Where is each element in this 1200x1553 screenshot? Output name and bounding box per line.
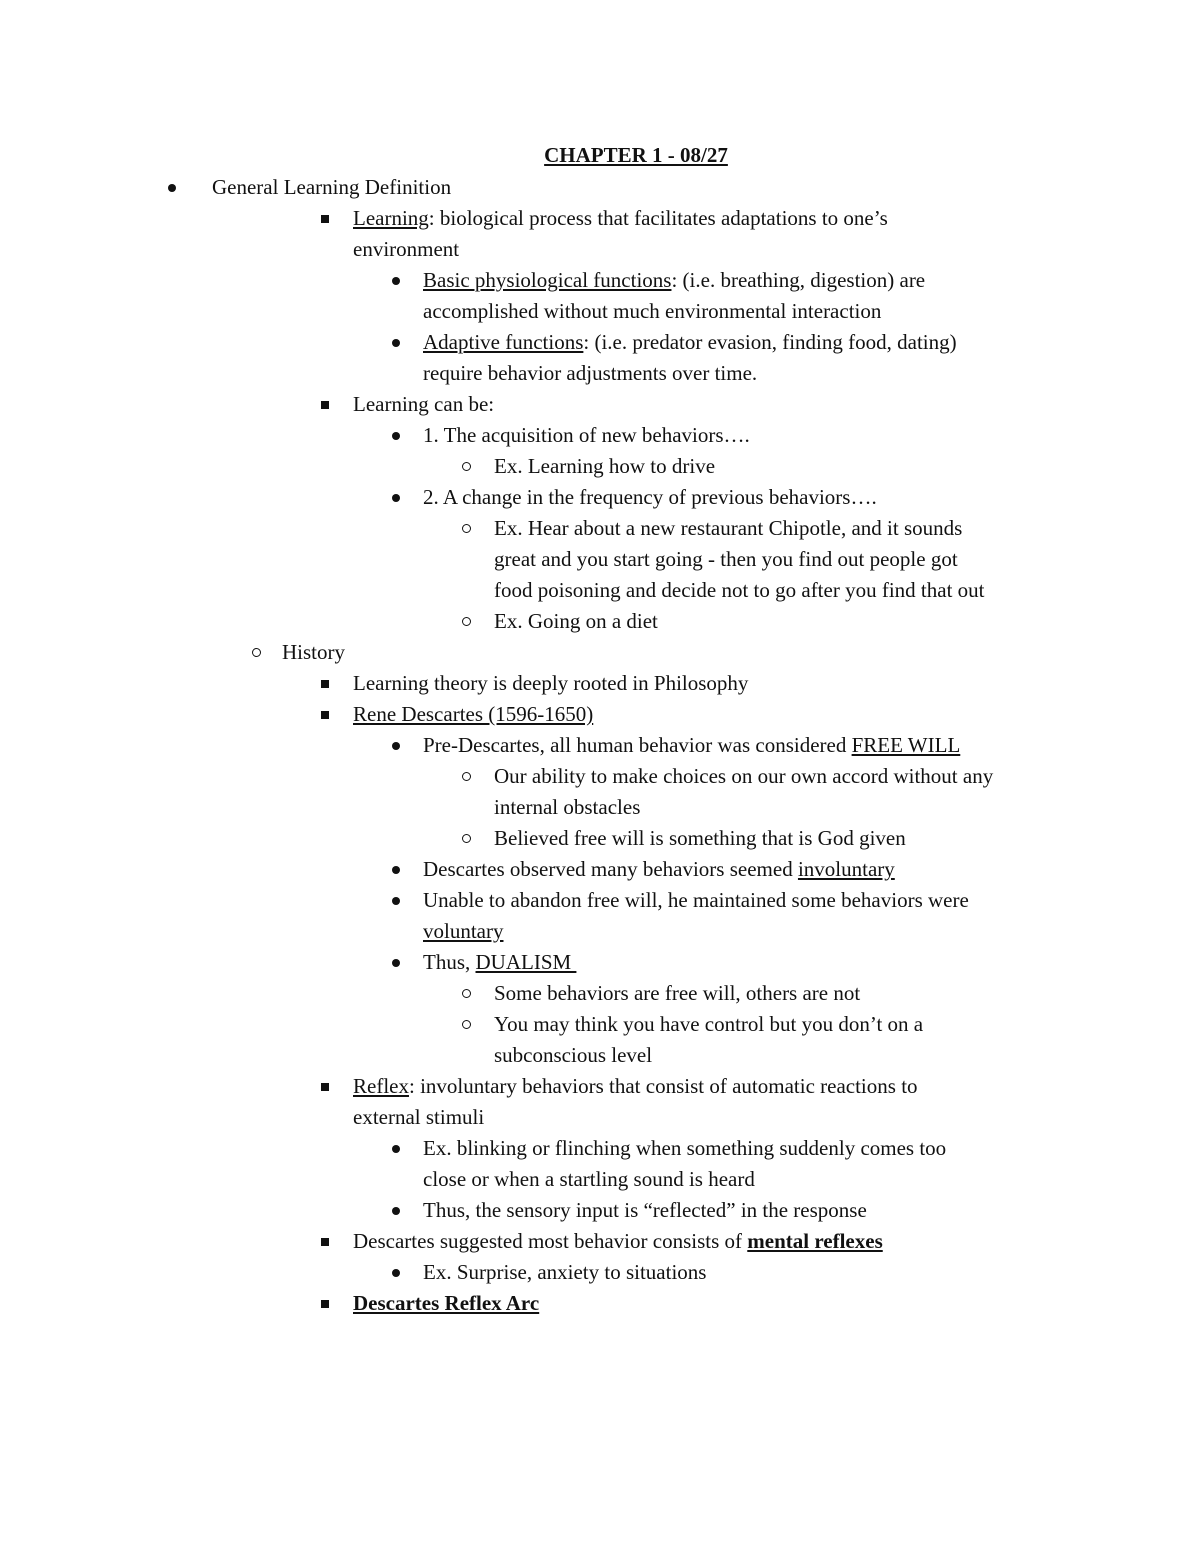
bullet-disc-icon [386,265,406,296]
bullet-disc-icon [386,1195,406,1226]
list-item: You may think you have control but you don’t on a [494,1012,924,1036]
list-item-continuation: food poisoning and decide not to go after you find that out [494,578,985,602]
bullet-circle-icon [456,451,476,482]
bullet-square-icon [315,699,335,730]
list-item-continuation: accomplished without much environmental interaction [423,299,882,323]
list-item: Basic physiological functions: (i.e. breathing, digestion) are [423,268,926,292]
list-item-continuation: voluntary [423,919,504,943]
page-title: CHAPTER 1 - 08/27 [544,143,728,167]
list-item: Descartes Reflex Arc [353,1291,540,1315]
list-item: General Learning Definition [212,175,452,199]
list-item: Descartes observed many behaviors seemed involuntary [423,857,895,881]
list-item-continuation: internal obstacles [494,795,641,819]
list-item: Ex. Going on a diet [494,609,658,633]
bullet-circle-icon [246,637,266,668]
bullet-square-icon [315,1226,335,1257]
bullet-disc-icon [386,1257,406,1288]
list-item: Ex. Surprise, anxiety to situations [423,1260,707,1284]
list-item: 1. The acquisition of new behaviors…. [423,423,750,447]
bullet-square-icon [315,1071,335,1102]
list-item-continuation: environment [353,237,460,261]
bullet-circle-icon [456,513,476,544]
bullet-square-icon [315,668,335,699]
list-item: Learning theory is deeply rooted in Philosophy [353,671,749,695]
list-item-continuation: subconscious level [494,1043,653,1067]
list-item: Pre-Descartes, all human behavior was considered FREE WILL [423,733,961,757]
list-item: Ex. blinking or flinching when something suddenly comes too [423,1136,947,1160]
bullet-circle-icon [456,978,476,1009]
list-item: Our ability to make choices on our own accord without any [494,764,994,788]
list-item: Adaptive functions: (i.e. predator evasion, finding food, dating) [423,330,957,354]
list-item: History [282,640,345,664]
list-item: Ex. Hear about a new restaurant Chipotle, and it sounds [494,516,963,540]
bullet-disc-icon [386,730,406,761]
list-item: Thus, DUALISM [423,950,577,974]
bullet-circle-icon [456,761,476,792]
bullet-disc-icon [386,1133,406,1164]
bullet-circle-icon [456,1009,476,1040]
list-item: Learning: biological process that facilitates adaptations to one’s [353,206,888,230]
list-item-continuation: require behavior adjustments over time. [423,361,758,385]
list-item-continuation: external stimuli [353,1105,485,1129]
list-item: Ex. Learning how to drive [494,454,716,478]
bullet-disc-icon [386,327,406,358]
list-item: Believed free will is something that is God given [494,826,906,850]
list-item: Unable to abandon free will, he maintained some behaviors were [423,888,969,912]
bullet-square-icon [315,1288,335,1319]
list-item: Descartes suggested most behavior consists of mental reflexes [353,1229,883,1253]
list-item: Learning can be: [353,392,495,416]
list-item: Some behaviors are free will, others are not [494,981,861,1005]
bullet-square-icon [315,203,335,234]
list-item: Thus, the sensory input is “reflected” in the response [423,1198,867,1222]
bullet-circle-icon [456,606,476,637]
list-item: Rene Descartes (1596-1650) [353,702,594,726]
bullet-square-icon [315,389,335,420]
list-item-continuation: great and you start going - then you find out people got [494,547,958,571]
bullet-circle-icon [456,823,476,854]
list-item-continuation: close or when a startling sound is heard [423,1167,755,1191]
bullet-disc-icon [386,885,406,916]
list-item: Reflex: involuntary behaviors that consist of automatic reactions to [353,1074,918,1098]
bullet-disc-icon [386,947,406,978]
list-item: 2. A change in the frequency of previous behaviors…. [423,485,877,509]
bullet-disc-icon [386,420,406,451]
bullet-disc-icon [386,854,406,885]
bullet-disc-icon [162,172,182,203]
bullet-disc-icon [386,482,406,513]
